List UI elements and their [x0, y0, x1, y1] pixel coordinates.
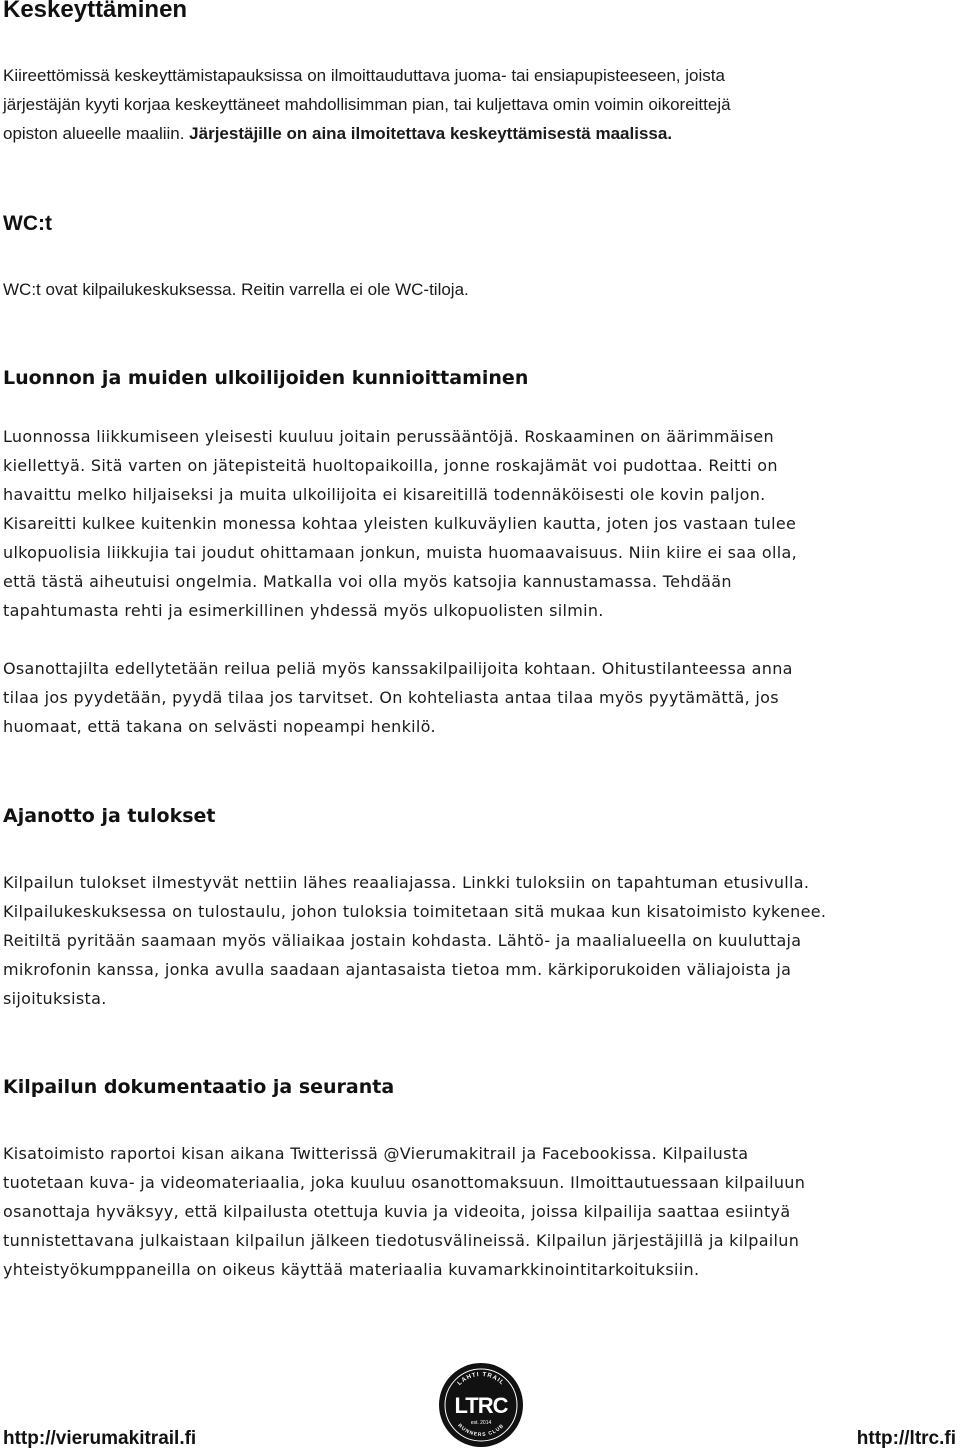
heading-keskeyttaminen: Keskeyttäminen	[3, 0, 188, 23]
text-line: tunnistettavana julkaistaan kilpailun jälkeen tiedotusvälineissä. Kilpailun järjestäjillä ja kilpailun	[3, 1231, 800, 1250]
heading-ajanotto: Ajanotto ja tulokset	[3, 805, 216, 827]
text-line: tapahtumasta rehti ja esimerkillinen yhdessä myös ulkopuolisten silmin.	[3, 601, 604, 620]
text-line: mikrofonin kanssa, jonka avulla saadaan ajantasaista tietoa mm. kärkiporukoiden väliajoista ja	[3, 960, 792, 979]
text-line: Kisareitti kulkee kuitenkin monessa kohtaa yleisten kulkuväylien kautta, joten jos vastaan tulee	[3, 514, 797, 533]
text-normal: opiston alueelle maaliin.	[3, 124, 190, 143]
footer-link-vierumakitrail[interactable]: http://vierumakitrail.fi	[3, 1428, 197, 1449]
logo-top-text: LAHTI TRAIL	[456, 1371, 506, 1387]
text-line: kiellettyä. Sitä varten on jätepisteitä huoltopaikoilla, jonne roskajämät voi pudottaa. Reitti on	[3, 456, 778, 475]
text-line: havaittu melko hiljaiseksi ja muita ulkoilijoita ei kisareitillä todennäköisesti ole kovin paljon.	[3, 485, 766, 504]
text-line: ulkopuolisia liikkujia tai joudut ohittamaan jonkun, muista huomaavaisuus. Niin kiire ei saa olla,	[3, 543, 797, 562]
paragraph-keskeyttaminen	[3, 61, 958, 148]
text-line: tuotetaan kuva- ja videomateriaalia, joka kuuluu osanottomaksuun. Ilmoittautuessaan kilpailuun	[3, 1173, 806, 1192]
text-bold-notice: Järjestäjille on aina ilmoitettava keskeyttämisestä maalissa.	[189, 124, 673, 143]
paragraph-luonto-1	[3, 422, 958, 625]
logo-letters: LTRC	[454, 1393, 508, 1418]
logo-est: est. 2014	[470, 1420, 492, 1426]
paragraph-wc	[3, 275, 958, 304]
text-line: Osanottajilta edellytetään reilua peliä myös kanssakilpailijoita kohtaan. Ohitustilanteessa anna	[3, 659, 793, 678]
text-line: WC:t ovat kilpailukeskuksessa. Reitin varrella ei ole WC-tiloja.	[3, 280, 469, 299]
text-line: sijoituksista.	[3, 989, 107, 1008]
text-line: Kilpailun tulokset ilmestyvät nettiin lähes reaaliajassa. Linkki tuloksiin on tapahtuman etusivulla.	[3, 873, 810, 892]
text-line: osanottaja hyväksyy, että kilpailusta otettuja kuvia ja videoita, joissa kilpailija saattaa esiintyä	[3, 1202, 791, 1221]
text-line: Reitiltä pyritään saamaan myös väliaikaa jostain kohdasta. Lähtö- ja maalialueella on kuuluttaja	[3, 931, 802, 950]
ltrc-logo-icon	[438, 1362, 524, 1448]
text-line: järjestäjän kyyti korjaa keskeyttäneet mahdollisimman pian, tai kuljettava omin voimin oikoreittejä	[3, 95, 731, 114]
paragraph-ajanotto	[3, 868, 958, 1013]
paragraph-dokumentaatio	[3, 1139, 958, 1284]
text-line: yhteistyökumppaneilla on oikeus käyttää materiaalia kuvamarkkinointitarkoituksiin.	[3, 1260, 700, 1279]
text-line: Kilpailukeskuksessa on tulostaulu, johon tuloksia toimitetaan sitä mukaa kun kisatoimisto kykenee.	[3, 902, 827, 921]
logo-bottom-text: RUNNERS CLUB	[456, 1422, 506, 1439]
text-line: huomaat, että takana on selvästi nopeampi henkilö.	[3, 717, 436, 736]
text-line: Kisatoimisto raportoi kisan aikana Twitterissä @Vierumakitrail ja Facebookissa. Kilpailusta	[3, 1144, 749, 1163]
heading-dokumentaatio: Kilpailun dokumentaatio ja seuranta	[3, 1076, 395, 1098]
text-line: Luonnossa liikkumiseen yleisesti kuuluu joitain perussääntöjä. Roskaaminen on äärimmäisen	[3, 427, 774, 446]
heading-wc: WC:t	[3, 212, 52, 235]
text-line: tilaa jos pyydetään, pyydä tilaa jos tarvitset. On kohteliasta antaa tilaa myös pyytämättä, jos	[3, 688, 779, 707]
paragraph-luonto-2	[3, 654, 958, 741]
heading-luonto: Luonnon ja muiden ulkoilijoiden kunnioittaminen	[3, 367, 529, 389]
text-line: Kiireettömissä keskeyttämistapauksissa on ilmoittauduttava juoma- tai ensiapupisteeseen, joista	[3, 66, 725, 85]
text-line	[3, 119, 958, 148]
footer-link-ltrc[interactable]: http://ltrc.fi	[856, 1428, 956, 1449]
text-line: että tästä aiheutuisi ongelmia. Matkalla voi olla myös katsojia kannustamassa. Tehdään	[3, 572, 732, 591]
